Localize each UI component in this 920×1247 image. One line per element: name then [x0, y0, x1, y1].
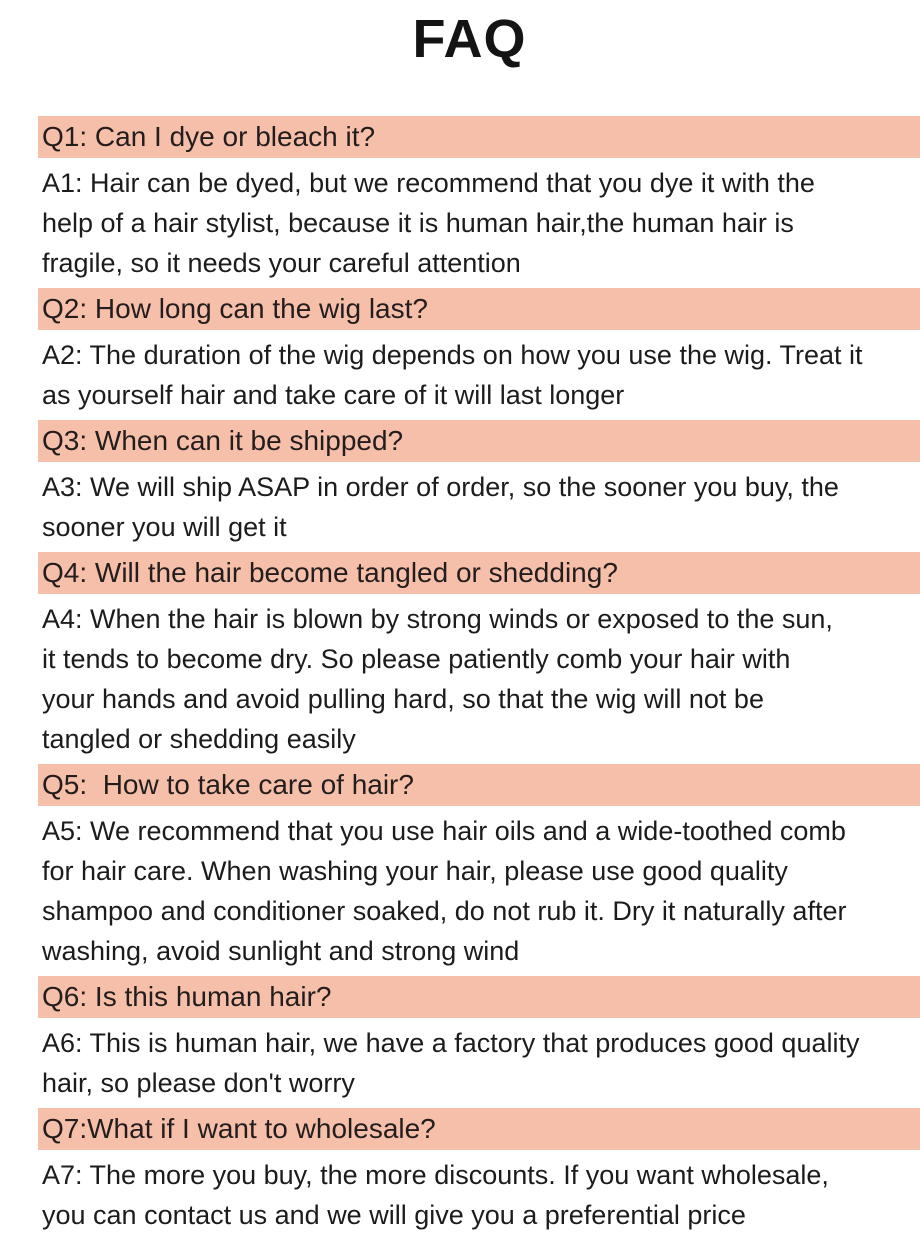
faq-answer-line: it tends to become dry. So please patiently comb your hair with [42, 644, 791, 674]
faq-answer-line: you can contact us and we will give you a preferential price [42, 1200, 746, 1230]
page-title: FAQ [412, 9, 527, 69]
faq-answer-line: hair, so please don't worry [42, 1068, 355, 1098]
faq-item-q1 [38, 116, 920, 288]
faq-answer [38, 158, 920, 288]
faq-answer [38, 1150, 920, 1240]
faq-item-q7 [38, 1108, 920, 1240]
faq-answer-line: A5: We recommend that you use hair oils and a wide-toothed comb [42, 816, 846, 846]
faq-answer-line: shampoo and conditioner soaked, do not rub it. Dry it naturally after [42, 896, 847, 926]
faq-question: Q5: How to take care of hair? [38, 764, 920, 806]
faq-question: Q2: How long can the wig last? [38, 288, 920, 330]
faq-question: Q6: Is this human hair? [38, 976, 920, 1018]
faq-item-q3 [38, 420, 920, 552]
faq-answer-line: washing, avoid sunlight and strong wind [42, 936, 520, 966]
faq-list [38, 116, 920, 1240]
faq-item-q2 [38, 288, 920, 420]
faq-question: Q1: Can I dye or bleach it? [38, 116, 920, 158]
faq-answer-line: tangled or shedding easily [42, 724, 356, 754]
faq-item-q6 [38, 976, 920, 1108]
faq-item-q4 [38, 552, 920, 764]
faq-answer-line: A3: We will ship ASAP in order of order, so the sooner you buy, the [42, 472, 839, 502]
faq-question: Q7:What if I want to wholesale? [38, 1108, 920, 1150]
faq-answer [38, 1018, 920, 1108]
faq-answer-line: help of a hair stylist, because it is human hair,the human hair is [42, 208, 794, 238]
faq-answer-line: for hair care. When washing your hair, please use good quality [42, 856, 788, 886]
faq-answer [38, 806, 920, 976]
faq-answer-line: A7: The more you buy, the more discounts. If you want wholesale, [42, 1160, 829, 1190]
faq-answer-line: sooner you will get it [42, 512, 287, 542]
faq-answer-line: fragile, so it needs your careful attention [42, 248, 521, 278]
faq-answer-line: A1: Hair can be dyed, but we recommend that you dye it with the [42, 168, 815, 198]
faq-answer [38, 330, 920, 420]
faq-question: Q3: When can it be shipped? [38, 420, 920, 462]
faq-answer [38, 594, 920, 764]
faq-question: Q4: Will the hair become tangled or shedding? [38, 552, 920, 594]
faq-answer [38, 462, 920, 552]
faq-answer-line: your hands and avoid pulling hard, so that the wig will not be [42, 684, 764, 714]
faq-answer-line: as yourself hair and take care of it will last longer [42, 380, 625, 410]
faq-item-q5 [38, 764, 920, 976]
faq-answer-line: A4: When the hair is blown by strong winds or exposed to the sun, [42, 604, 833, 634]
faq-answer-line: A6: This is human hair, we have a factory that produces good quality [42, 1028, 860, 1058]
faq-answer-line: A2: The duration of the wig depends on how you use the wig. Treat it [42, 340, 863, 370]
